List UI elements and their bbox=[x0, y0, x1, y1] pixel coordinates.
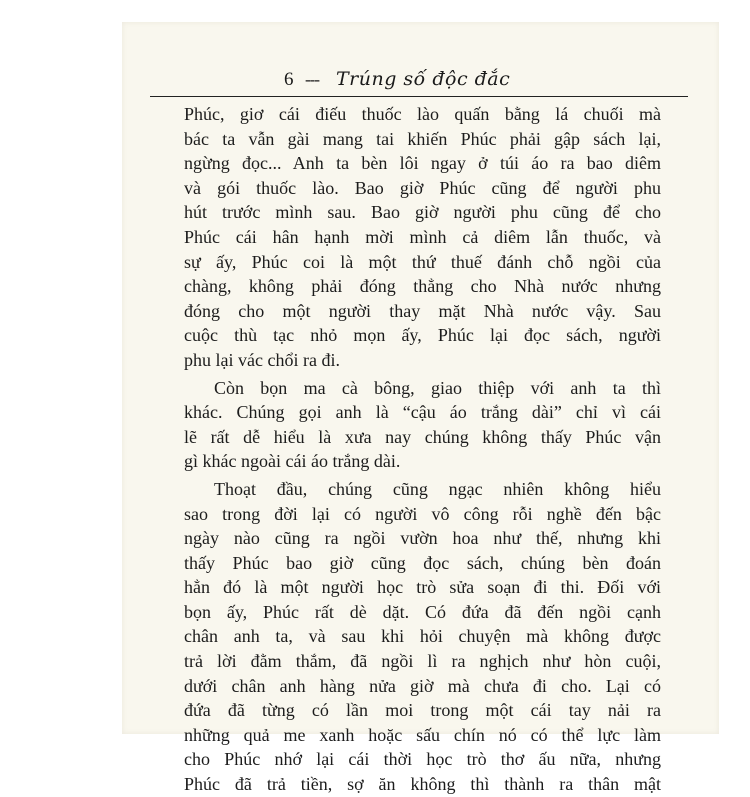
book-page bbox=[122, 22, 719, 795]
header-separator: --- bbox=[305, 70, 319, 89]
text-line: chân anh ta, và sau khi hỏi chuyện mà không được bbox=[184, 626, 661, 647]
paragraph-1 bbox=[184, 102, 661, 373]
text-line: Phúc, giơ cái điếu thuốc lào quấn bằng lá chuối mà bbox=[184, 104, 661, 124]
text-line: hẳn đó là một người học trò sửa soạn đi thi. Đối với bbox=[184, 577, 661, 598]
body-text bbox=[184, 102, 661, 797]
text-line: và gói thuốc lào. Bao giờ Phúc cũng để người phu bbox=[184, 177, 661, 198]
text-line: ngày nào cũng ra ngồi vườn hoa như thế, nhưng khi bbox=[184, 528, 661, 549]
text-line: thấy Phúc bao giờ cũng đọc sách, chúng bèn đoán bbox=[184, 552, 661, 573]
text-line: lẽ rất dễ hiểu là xưa nay chúng không thấy Phúc vận bbox=[184, 426, 661, 447]
text-line: bác ta vẫn gài mang tai khiến Phúc phải gập sách lại, bbox=[184, 128, 661, 149]
text-line: đóng cho một người thay mặt Nhà nước vậy. Sau bbox=[184, 300, 661, 321]
text-line: Phúc đã trả tiền, sợ ăn không thì thành ra thân mật bbox=[184, 774, 661, 795]
text-line: bọn ấy, Phúc rất dè dặt. Có đứa đã đến ngồi cạnh bbox=[184, 601, 661, 622]
text-line: phu lại vác chổi ra đi. bbox=[184, 349, 340, 370]
text-line: Thoạt đầu, chúng cũng ngạc nhiên không hiểu bbox=[214, 478, 661, 499]
text-line: sao trong đời lại có người vô công rỗi nghề đến bậc bbox=[184, 503, 661, 524]
paragraph-3 bbox=[184, 477, 661, 797]
text-line: dưới chân anh hàng nửa giờ mà chưa đi cho. Lại có bbox=[184, 675, 661, 696]
text-line: ngừng đọc... Anh ta bèn lôi ngay ở túi áo ra bao diêm bbox=[184, 153, 661, 174]
running-header bbox=[150, 68, 688, 98]
text-line: sự ấy, Phúc coi là một thứ thuế đánh chỗ ngồi của bbox=[184, 251, 661, 272]
text-line: khác. Chúng gọi anh là “cậu áo trắng dài” chỉ vì cái bbox=[184, 402, 661, 423]
header-rule bbox=[150, 96, 688, 97]
text-line: những quả me xanh hoặc sấu chín nó có thể lực làm bbox=[184, 724, 661, 745]
text-line: đứa đã từng có lần moi trong một cái tay nải ra bbox=[184, 700, 661, 721]
text-line: hút trước mình sau. Bao giờ người phu cũng để cho bbox=[184, 202, 661, 223]
paragraph-2 bbox=[184, 376, 661, 474]
book-title: Trúng số độc đắc bbox=[336, 68, 511, 90]
text-line: trả lời đằm thắm, đã ngồi lì ra nghịch như hòn cuội, bbox=[184, 651, 661, 672]
text-line: cuộc thù tạc nhỏ mọn ấy, Phúc lại đọc sách, người bbox=[184, 325, 661, 346]
page-number: 6 bbox=[284, 69, 294, 90]
text-line: chàng, không phải đóng thẳng cho Nhà nước nhưng bbox=[184, 276, 661, 297]
text-line: Còn bọn ma cà bông, giao thiệp với anh ta thì bbox=[214, 377, 661, 398]
text-line: cho Phúc nhớ lại cái thời học trò thơ ấu nữa, nhưng bbox=[184, 749, 661, 770]
text-line: Phúc cái hân hạnh mời mình cả diêm lẫn thuốc, và bbox=[184, 226, 661, 247]
text-line: gì khác ngoài cái áo trắng dài. bbox=[184, 451, 401, 472]
